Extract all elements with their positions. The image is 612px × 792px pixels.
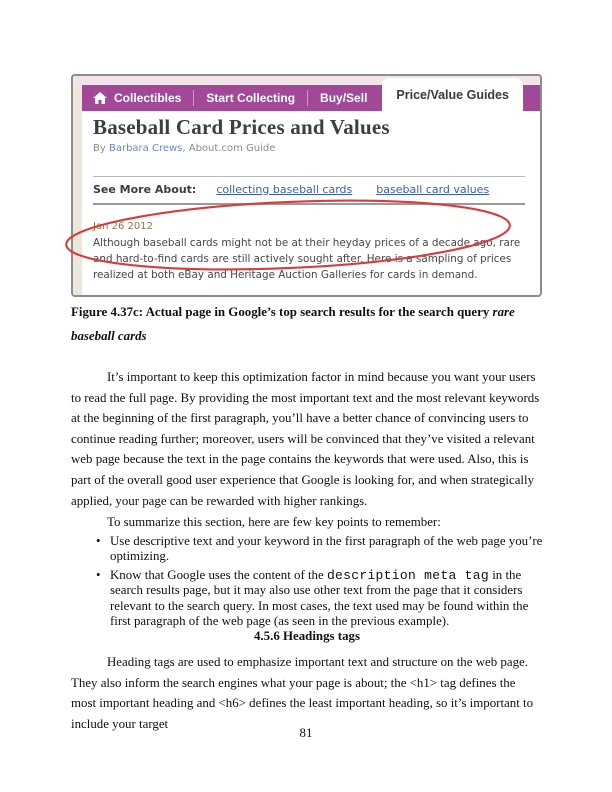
article-excerpt: Although baseball cards might not be at their heyday prices of a decade ago, rare and hard-to-find cards are still actively sought after. Here is a sampling of prices realized at both eBay and Heritage Auction Galleries for cards in demand. (93, 237, 521, 281)
see-more-label: See More About: (93, 183, 197, 196)
byline: By Barbara Crews, About.com Guide (93, 143, 276, 154)
section-heading: 4.5.6 Headings tags (253, 629, 360, 643)
bullet-icon: • (96, 567, 101, 582)
caption-query-italic: rare baseball cards (71, 305, 515, 343)
nav-item-label: Start Collecting (206, 91, 296, 105)
figure-caption: Figure 4.37c: Actual page in Google’s top search results for the search query rare baseball cards (71, 305, 515, 343)
tab-price-value-guides[interactable]: Price/Value Guides (382, 78, 523, 111)
key-points-list (71, 534, 543, 629)
nav-item-label: Collectibles (114, 91, 182, 105)
paragraph-heading-tags: Heading tags are used to emphasize important text and structure on the web page. They also inform the search engines what your page is about; the <h1> tag defines the most important heading and <h6> defines the least important heading, so it’s important to include your target (71, 655, 534, 731)
figure-screenshot (71, 74, 542, 297)
list-item: • Use descriptive text and your keyword in the first paragraph of the web page you’re optimizing. (96, 534, 543, 564)
article-subheading (93, 296, 525, 297)
article-title: Baseball Card Prices and Values (93, 115, 390, 139)
nav-item-label: Buy/Sell (320, 91, 368, 105)
page-left-gutter (73, 85, 82, 295)
nav-item-collectibles[interactable] (82, 91, 193, 105)
see-more-row (93, 176, 525, 205)
author-link[interactable]: Barbara Crews (108, 143, 183, 154)
site-navbar (82, 85, 540, 111)
nav-item-buy-sell[interactable] (308, 91, 379, 105)
home-icon (93, 92, 107, 104)
link-collecting-baseball-cards[interactable]: collecting baseball cards (216, 183, 353, 196)
paragraph-summarize: To summarize this section, here are few key points to remember: (107, 515, 441, 529)
link-baseball-card-values[interactable]: baseball card values (376, 183, 490, 196)
bullet-icon: • (96, 534, 101, 548)
post-date: Jan 26 2012 (93, 221, 153, 232)
page-number: 81 (299, 726, 313, 740)
nav-item-start-collecting[interactable] (194, 91, 307, 105)
inline-code: description meta tag (326, 567, 489, 583)
list-item: • Know that Google uses the content of the description meta tag in the search results page, but it may also use other text from the page that it considers relevant to the search query. In most cases, the text used may be found within the first paragraph of the web page (as seen in the previous example). (96, 567, 529, 629)
paragraph-optimization: It’s important to keep this optimization factor in mind because you want your users to read the full page. By providing the most important text and the most relevant keywords at the beginning of the first paragraph, you’ll have a better chance of convincing users to continue reading further; moreover, users will be convinced that they’ve visited a relevant web page because the text in the page contains the keywords that were used. Also, this is part of the overall good user experience that Google is looking for, and when strategically applied, your page can be rewarded with higher rankings. (71, 370, 540, 508)
article-area (82, 111, 540, 295)
